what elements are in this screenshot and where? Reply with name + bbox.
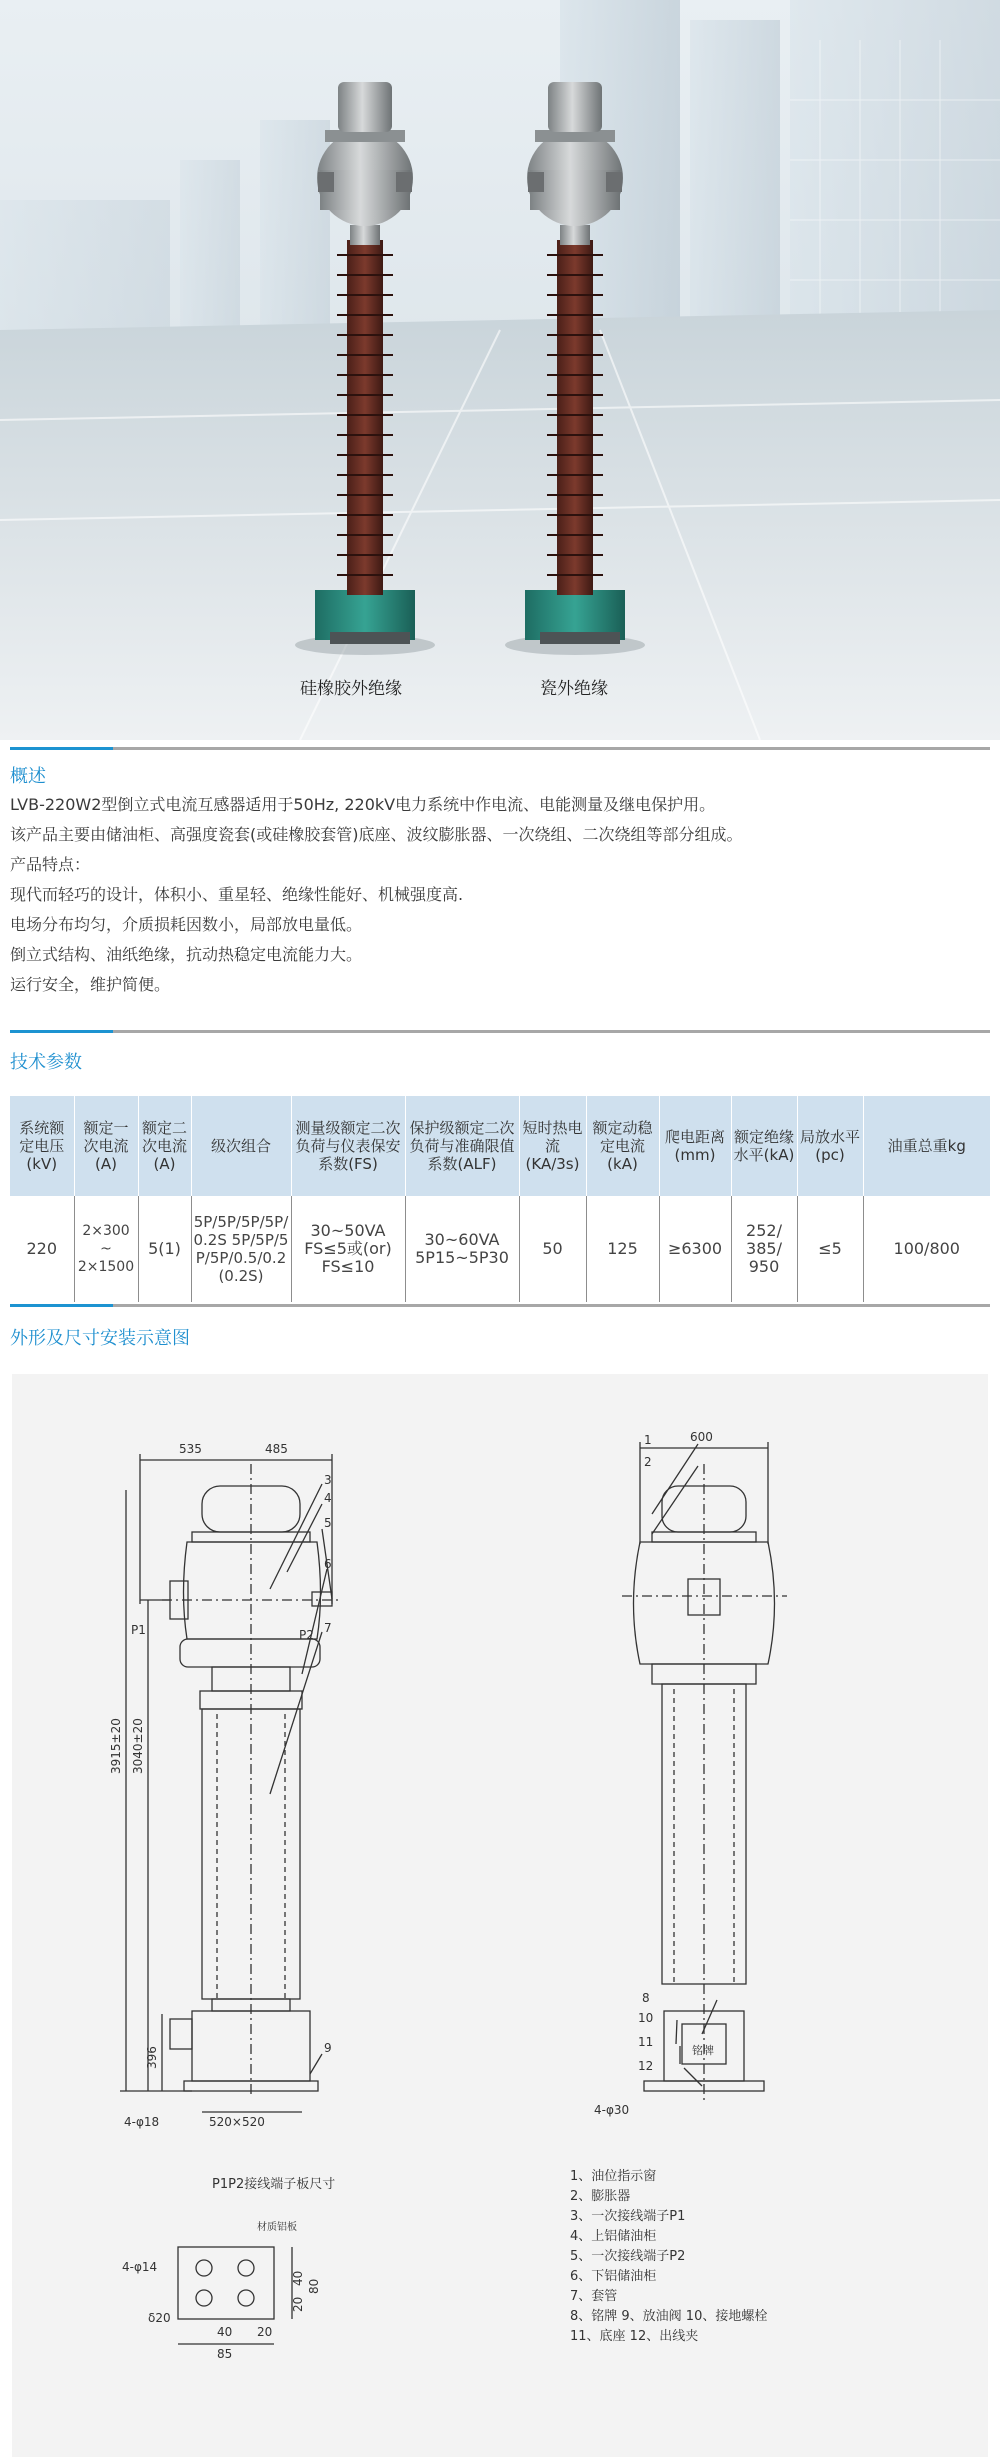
primary-current-min: 2×300 [82,1223,130,1239]
header-measure-burden: 测量级额定二次负荷与仪表保安系数(FS) [291,1096,405,1196]
callout-8: 8 [642,1991,650,2005]
legend-line-5: 5、一次接线端子P2 [570,2249,686,2264]
dim-396: 396 [145,2046,159,2069]
terminal-board-material: 材质铝板 [257,2222,297,2233]
callout-7: 7 [324,1621,332,1635]
callout-2: 2 [644,1455,652,1469]
hero-background [0,0,1000,740]
caption-porcelain: 瓷外绝缘 [540,679,608,699]
callout-4: 4 [324,1491,332,1505]
caption-silicone: 硅橡胶外绝缘 [300,679,402,699]
dim-3915: 3915±20 [109,1718,123,1774]
cell-secondary-current: 5(1) [138,1196,191,1302]
cell-weight: 100/800 [863,1196,990,1302]
label-p1: P1 [131,1623,146,1637]
legend-line-3: 3、一次接线端子P1 [570,2209,686,2224]
overview-title: 概述 [10,766,46,787]
header-short-thermal: 短时热电流(KA/3s) [519,1096,586,1196]
terminal-40w: 40 [217,2325,233,2339]
overview-line-3: 产品特点： [10,855,91,874]
primary-current-sep: ~ [100,1241,112,1257]
cell-creepage: ≥6300 [659,1196,731,1302]
callout-5: 5 [324,1516,332,1530]
label-nameplate: 铭牌 [692,2044,714,2057]
header-class-combo: 级次组合 [191,1096,291,1196]
cell-protect-burden: 30~60VA 5P15~5P30 [405,1196,519,1302]
tech-title: 技术参数 [10,1052,82,1073]
cell-short-thermal: 50 [519,1196,586,1302]
callout-1: 1 [644,1433,652,1447]
cell-insulation: 252/ 385/ 950 [731,1196,797,1302]
dim-535: 535 [179,1442,202,1456]
dim-600: 600 [690,1430,713,1444]
section-divider-overview [10,747,990,750]
overview-line-1: LVB-220W2型倒立式电流互感器适用于50Hz, 220kV电力系统中作电流、电能测量及继电保护用。 [10,795,716,814]
callout-6: 6 [324,1557,332,1571]
primary-current-max: 2×1500 [77,1259,135,1275]
callout-10: 10 [638,2011,654,2025]
legend-line-6: 6、下铝储油柜 [570,2269,657,2284]
header-partial-discharge: 局放水平(pc) [797,1096,863,1196]
spec-table [10,1096,990,1302]
cell-measure-burden: 30~50VA FS≤5或(or) FS≤10 [291,1196,405,1302]
overview-line-2: 该产品主要由储油柜、高强度瓷套(或硅橡胶套管)底座、波纹膨胀器、一次绕组、二次绕组等部分组成。 [10,825,743,844]
header-insulation: 额定绝缘水平(kA) [731,1096,797,1196]
cell-class-combo: 5P/5P/5P/5P/0.2S 5P/5P/5P/5P/0.5/0.2 (0.2S) [191,1196,291,1302]
table-header-row [10,1096,990,1196]
legend-line-8: 8、铭牌 9、放油阀 10、接地螺栓 [570,2309,768,2324]
header-dynamic-stable: 额定动稳定电流(kA) [586,1096,659,1196]
header-creepage: 爬电距离(mm) [659,1096,731,1196]
dim-hole30: 4-φ30 [594,2103,630,2117]
callout-12: 12 [638,2059,654,2073]
dim-hole18: 4-φ18 [124,2115,160,2129]
dim-base: 520×520 [209,2115,265,2129]
terminal-20w: 20 [257,2325,273,2339]
dimension-drawing [12,1374,988,2457]
header-protect-burden: 保护级额定二次负荷与准确限值系数(ALF) [405,1096,519,1196]
legend-line-2: 2、膨胀器 [570,2189,631,2204]
legend-line-9: 11、底座 12、出线夹 [570,2329,699,2344]
overview-line-7: 运行安全，维护简便。 [10,975,171,994]
terminal-hole: 4-φ14 [122,2260,158,2274]
label-p2: P2 [299,1628,314,1642]
cell-primary-current [74,1196,138,1302]
overview-line-4: 现代而轻巧的设计，体积小、重星轻、绝缘性能好、机械强度高. [10,885,464,904]
cell-partial-discharge: ≤5 [797,1196,863,1302]
terminal-board-title: P1P2接线端子板尺寸 [212,2177,336,2192]
legend-line-7: 7、套管 [570,2289,618,2304]
overview-line-5: 电场分布均匀，介质损耗因数小，局部放电量低。 [10,915,363,934]
drawing-title: 外形及尺寸安装示意图 [10,1328,190,1349]
terminal-20h: 20 [291,2296,305,2312]
dim-3040: 3040±20 [131,1718,145,1774]
legend-line-4: 4、上铝储油柜 [570,2229,657,2244]
header-voltage: 系统额定电压(kV) [10,1096,74,1196]
terminal-80: 80 [307,2278,321,2294]
overview-line-6: 倒立式结构、油纸绝缘，抗动热稳定电流能力大。 [10,945,363,964]
drawing-labels [109,1430,767,2361]
hero-banner [0,0,1000,740]
terminal-85: 85 [217,2347,233,2361]
cell-voltage: 220 [26,1239,58,1258]
callout-11: 11 [638,2035,654,2049]
callout-9: 9 [324,2041,332,2055]
section-divider-drawing [10,1304,990,1307]
legend-line-1: 1、油位指示窗 [570,2169,657,2184]
header-primary-current: 额定一次电流(A) [74,1096,138,1196]
callout-3: 3 [324,1473,332,1487]
section-divider-tech [10,1030,990,1033]
table-row [10,1196,990,1302]
terminal-thickness: δ20 [148,2311,171,2325]
dim-485: 485 [265,1442,288,1456]
header-secondary-current: 额定二次电流(A) [138,1096,191,1196]
outline-drawing-svg [12,1374,988,2457]
terminal-40h: 40 [291,2270,305,2286]
cell-dynamic-stable: 125 [586,1196,659,1302]
header-weight: 油重总重kg [863,1096,990,1196]
